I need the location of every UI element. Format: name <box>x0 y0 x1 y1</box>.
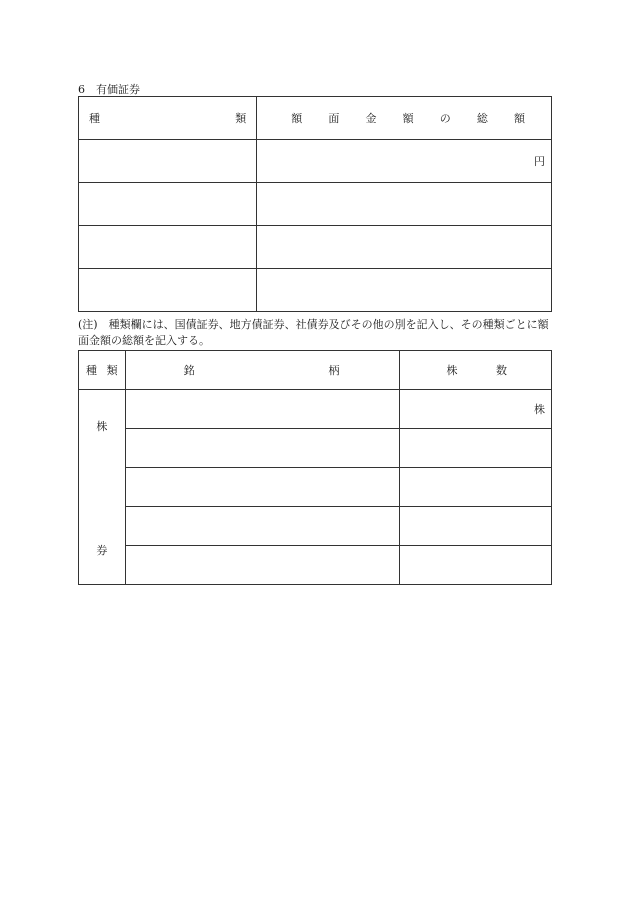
section-title <box>78 81 140 97</box>
amount-header-char: 面 <box>328 112 340 125</box>
amount-header-cell <box>257 97 552 140</box>
amount-header-char: 額 <box>402 112 414 125</box>
table-header-row <box>79 351 552 390</box>
kind-header-char: 類 <box>106 364 118 377</box>
amount-input-cell[interactable] <box>257 183 552 226</box>
amount-input-cell[interactable] <box>257 140 552 183</box>
kabusu-header-cell <box>400 351 552 390</box>
kind-header-char: 種 <box>86 364 97 377</box>
amount-input-cell[interactable] <box>257 226 552 269</box>
kabu-unit: 株 <box>534 403 545 416</box>
table-row <box>79 468 552 507</box>
stocks-table <box>78 350 552 585</box>
kind-header-cell <box>79 351 126 390</box>
kind-input-cell[interactable] <box>79 140 257 183</box>
meigara-header-char: 銘 <box>183 364 195 377</box>
kabusu-input-cell[interactable] <box>400 546 552 585</box>
table-row <box>79 269 552 312</box>
kind-label-top: 株 <box>96 420 108 433</box>
amount-header-char: 金 <box>365 112 377 125</box>
kind-input-cell[interactable] <box>79 183 257 226</box>
meigara-input-cell[interactable] <box>125 429 400 468</box>
table-row <box>79 226 552 269</box>
securities-table <box>78 96 552 312</box>
kind-merged-cell <box>79 390 126 585</box>
amount-header-char: 額 <box>513 112 525 125</box>
meigara-input-cell[interactable] <box>125 468 400 507</box>
table-row <box>79 390 552 429</box>
kind-header-char: 種 <box>89 112 100 125</box>
meigara-input-cell[interactable] <box>125 546 400 585</box>
kabusu-input-cell[interactable] <box>400 390 552 429</box>
meigara-input-cell[interactable] <box>125 507 400 546</box>
table-row <box>79 507 552 546</box>
kind-header-char: 類 <box>235 112 247 125</box>
section-title-text: 有価証券 <box>96 83 140 96</box>
kabusu-input-cell[interactable] <box>400 468 552 507</box>
table-row <box>79 140 552 183</box>
amount-header-char: の <box>439 112 451 125</box>
table-row <box>79 183 552 226</box>
kind-header-cell <box>79 97 257 140</box>
table-header-row <box>79 97 552 140</box>
amount-input-cell[interactable] <box>257 269 552 312</box>
meigara-header-char: 柄 <box>328 364 340 377</box>
table-row <box>79 546 552 585</box>
kabusu-header-char: 数 <box>496 364 507 377</box>
kind-input-cell[interactable] <box>79 269 257 312</box>
amount-header-char: 総 <box>476 112 488 125</box>
section-number: 6 <box>78 83 85 96</box>
footnote: (注) 種類欄には、国債証券、地方債証券、社債券及びその他の別を記入し、その種類ごとに額面金額の総額を記入する。 <box>78 318 549 347</box>
amount-header-char: 額 <box>291 112 303 125</box>
kabusu-input-cell[interactable] <box>400 429 552 468</box>
kabusu-input-cell[interactable] <box>400 507 552 546</box>
kabusu-header-char: 株 <box>446 364 458 377</box>
meigara-input-cell[interactable] <box>125 390 400 429</box>
meigara-header-cell <box>125 351 400 390</box>
kind-input-cell[interactable] <box>79 226 257 269</box>
kind-label-bottom: 券 <box>96 544 108 557</box>
table-row <box>79 429 552 468</box>
yen-unit: 円 <box>534 155 545 168</box>
